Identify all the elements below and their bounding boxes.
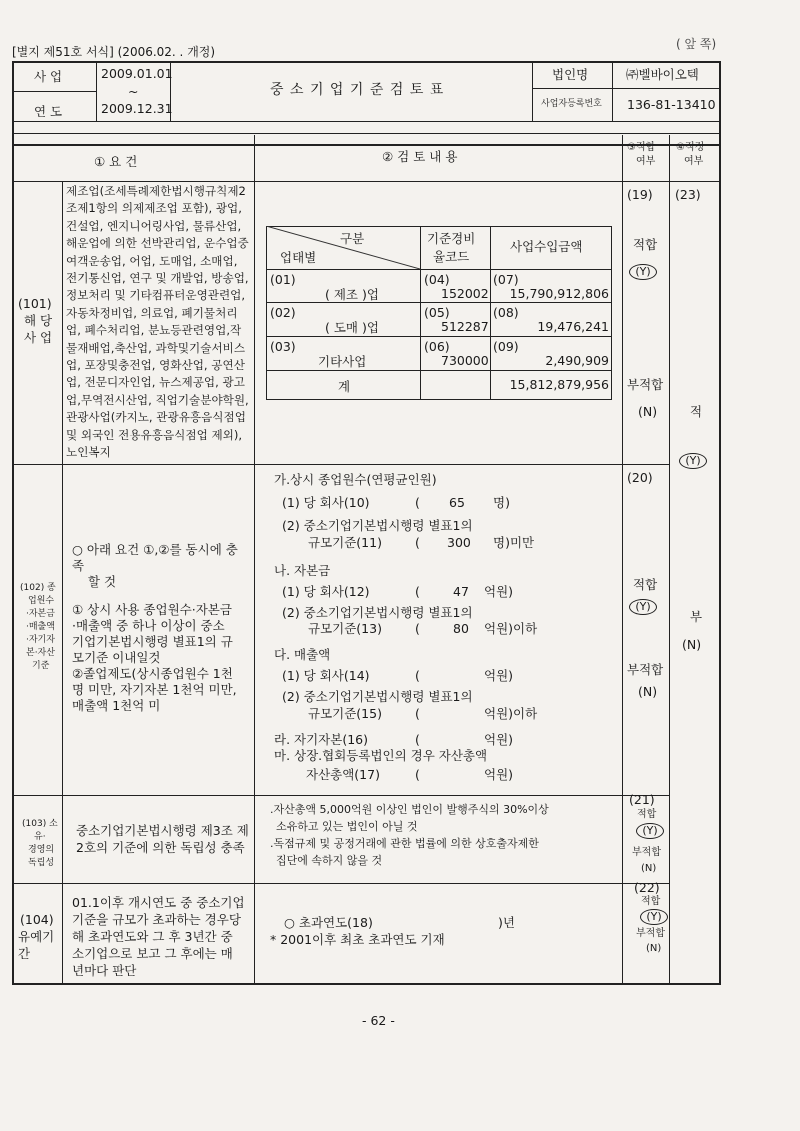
sales-standard-unit: 억원)이하	[484, 706, 538, 721]
row102-label-4: ·매출액	[26, 622, 55, 632]
row103-req-line-2: 2호의 기준에 의한 독립성 충족	[76, 840, 245, 855]
table-row2-amount-no: (08)	[493, 305, 519, 320]
row104-unfit-label: 부적합	[636, 928, 665, 939]
row102-label-3: ·자본금	[26, 609, 55, 619]
row103-label-4: 독립성	[28, 858, 55, 868]
capital-standard-b: 규모기준(13)	[308, 621, 382, 636]
business-year-label-2: 연 도	[34, 104, 63, 119]
capital-standard-unit: 억원)이하	[484, 621, 538, 636]
table-header-upte: 업태별	[280, 250, 317, 265]
excess-year: ○ 초과연도(18)	[284, 915, 373, 930]
row103-label-1: (103) 소	[22, 819, 58, 829]
column-header-proper: ④적정	[676, 142, 705, 153]
row104-fit-y-circled[interactable]: (Y)	[640, 909, 668, 925]
table-row1-amount-no: (07)	[493, 272, 519, 287]
row101-fit-y-circled[interactable]: (Y)	[629, 264, 657, 280]
form-label: [별지 제51호 서식] (2006.02. . 개정)	[12, 45, 216, 59]
row101-label-1: (101)	[18, 296, 52, 311]
assets-heading: 마. 상장.협회등록법인의 경우 자산총액	[274, 748, 488, 763]
capital-company-value: 47	[453, 584, 469, 599]
table-row3-code-no: (06)	[424, 339, 450, 354]
row102-req-line-6: ·매출액 중 하나 이상이 중소	[72, 618, 225, 633]
row102-req-line-9: ②졸업제도(상시종업원수 1천	[72, 666, 233, 681]
table-row1-code-no: (04)	[424, 272, 450, 287]
paren-7: (	[415, 732, 420, 747]
row102-label-6: 본·자산	[26, 648, 55, 658]
capital-company: (1) 당 회사(12)	[282, 584, 370, 599]
column-header-fit-2: 여부	[636, 156, 656, 167]
row102-req-line-5: ① 상시 사용 종업원수·자본금	[72, 602, 232, 617]
row104-req-line-4: 소기업으로 보고 그 후에는 매	[72, 946, 233, 961]
row102-req-line-1: ○ 아래 요건 ①,②를 동시에 충	[72, 542, 238, 557]
employees-standard-unit: 명)미만	[493, 535, 535, 550]
row103-fit-yes-label: 적합	[637, 809, 657, 820]
table-row3-name: 기타사업	[318, 354, 367, 369]
table-row1-no: (01)	[270, 272, 296, 287]
equity-heading: 라. 자기자본(16)	[274, 732, 368, 747]
row104-label-1: (104)	[20, 912, 54, 927]
period-start-date: 2009.01.01	[101, 66, 173, 81]
row104-fit-no: (22)	[634, 880, 660, 895]
row102-req-line-11: 매출액 1천억 미	[72, 698, 161, 713]
corp-name-label: 법인명	[552, 67, 589, 82]
row104-label-3: 간	[18, 946, 31, 961]
row103-req-line-1: 중소기업기본법시행령 제3조 제	[76, 823, 249, 838]
table-header-code-1: 기준경비	[427, 231, 476, 246]
table-total-amount: 15,812,879,956	[509, 377, 609, 392]
table-row3-no: (03)	[270, 339, 296, 354]
row101-fit-no: (19)	[627, 187, 653, 202]
sales-heading: 다. 매출액	[274, 647, 331, 662]
employees-standard-b: 규모기준(11)	[308, 535, 382, 550]
sales-standard-a: (2) 중소기업기본법시행령 별표1의	[282, 689, 473, 704]
row103-fit-y-circled[interactable]: (Y)	[636, 823, 664, 839]
table-header-amount: 사업수입금액	[510, 239, 583, 254]
business-reg-number: 136-81-13410	[627, 97, 716, 112]
sales-company-unit: 억원)	[484, 668, 514, 683]
equity-unit: 억원)	[484, 732, 514, 747]
table-row2-code-no: (05)	[424, 305, 450, 320]
row104-req-line-1: 01.1이후 개시연도 중 중소기업	[72, 895, 245, 910]
paren-5: (	[415, 668, 420, 683]
proper-n[interactable]: (N)	[682, 637, 702, 652]
table-header-gubun: 구분	[340, 231, 365, 246]
paren-2: (	[415, 535, 420, 550]
row102-unfit-label: 부적합	[627, 662, 664, 677]
sales-company: (1) 당 회사(14)	[282, 668, 370, 683]
row102-req-line-3: 할 것	[72, 574, 117, 589]
capital-company-unit: 억원)	[484, 584, 514, 599]
proper-word-2: 부	[690, 609, 703, 624]
column-header-requirement: ① 요 건	[94, 154, 138, 169]
row104-label-2: 유예기	[18, 929, 55, 944]
capital-standard-value: 80	[453, 621, 469, 636]
row104-fit-yes-label: 적합	[641, 896, 661, 907]
employees-company: (1) 당 회사(10)	[282, 495, 370, 510]
row103-content-1: .자산총액 5,000억원 이상인 법인이 발행주식의 30%이상	[270, 803, 549, 816]
row103-label-3: 경영의	[28, 845, 55, 855]
row102-label-1: (102) 종	[20, 583, 56, 593]
row102-req-line-7: 기업기본법시행령 별표1의 규	[72, 634, 233, 649]
table-row3-amount-no: (09)	[493, 339, 519, 354]
row102-fit-y-circled[interactable]: (Y)	[629, 599, 657, 615]
table-row3-amount: 2,490,909	[545, 353, 609, 368]
business-reg-label: 사업자등록번호	[541, 99, 602, 109]
row102-label-5: ·자기자	[26, 635, 55, 645]
form-title: 중 소 기 업 기 준 검 토 표	[270, 82, 445, 98]
row104-req-line-5: 년마다 판단	[72, 963, 137, 978]
column-header-proper-2: 여부	[684, 156, 704, 167]
proper-word-1: 적	[690, 404, 703, 419]
row103-fit-n[interactable]: (N)	[641, 863, 657, 874]
row104-req-line-2: 기준을 규모가 초과하는 경우당	[72, 912, 241, 927]
paren-1: (	[415, 495, 420, 510]
business-year-label: 사 업	[34, 69, 63, 84]
assets-total: 자산총액(17)	[306, 767, 380, 782]
row101-fit-n[interactable]: (N)	[638, 404, 658, 419]
table-row1-code: 152002	[441, 286, 489, 301]
row103-content-3: .독점규제 및 공정거래에 관한 법률에 의한 상호출자제한	[270, 837, 539, 850]
paren-4: (	[415, 621, 420, 636]
row102-label-2: 업원수	[28, 596, 55, 606]
corp-name-value: ㈜벨바이오텍	[626, 67, 699, 82]
column-header-review: ② 검 토 내 용	[382, 149, 458, 164]
table-row3-code: 730000	[441, 353, 489, 368]
row102-req-line-2: 족	[72, 558, 85, 573]
employees-heading: 가.상시 종업원수(연평균인원)	[274, 472, 437, 487]
row102-fit-n[interactable]: (N)	[638, 684, 658, 699]
paren-8: (	[415, 767, 420, 782]
table-row2-amount: 19,476,241	[537, 319, 609, 334]
row103-unfit-label: 부적합	[632, 847, 661, 858]
table-row2-code: 512287	[441, 319, 489, 334]
proper-no: (23)	[675, 187, 701, 202]
row101-label-2: 해 당	[24, 313, 53, 328]
proper-y-circled[interactable]: (Y)	[679, 453, 707, 469]
row101-fit-yes-label: 적합	[633, 237, 658, 252]
paren-6: (	[415, 706, 420, 721]
row101-unfit-label: 부적합	[627, 377, 664, 392]
period-separator: ~	[128, 84, 139, 99]
row102-req-line-10: 명 미만, 자기자본 1천억 미만,	[72, 682, 237, 697]
employees-company-unit: 명)	[493, 495, 510, 510]
table-row1-name: ( 제조 )업	[325, 287, 379, 302]
page-number: - 62 -	[362, 1013, 395, 1028]
excess-year-unit: )년	[498, 915, 515, 930]
sales-standard-b: 규모기준(15)	[308, 706, 382, 721]
table-total-label: 계	[338, 379, 351, 394]
row103-fit-no: (21)	[629, 792, 655, 807]
table-row2-name: ( 도매 )업	[325, 320, 379, 335]
capital-heading: 나. 자본금	[274, 563, 331, 578]
row102-fit-no: (20)	[627, 470, 653, 485]
row101-requirement-text: 제조업(조세특례제한법시행규칙제2조제1항의 의제제조업 포함), 광업, 건설업, 엔지니어링사업, 물류산업, 해운업에 의한 선박관리업, 운수업중 여객운송업, 어업, 도매업, 소매업, 전기통신업, 연구 및 개발업, 방송업, 정보처리 및 기타컴퓨터운영관련업, 자동차정비업, 의료업, 폐기물처리업, 폐수처리업, 분뇨등관련영업,작물재배업,축산업, 과학및기술서비스업, 포장및충전업, 영화산업, 공연산업, 전문디자인업, 뉴스제공업, 광고업,무역전시산업, 직업기술분야학원,관광사업(카지노, 관광유흥음식점업 및 외국인 전용유흥음식점업 제외), 노인복지	[66, 184, 249, 460]
row104-req-line-3: 해 초과연도와 그 후 3년간 중	[72, 929, 233, 944]
employees-standard-value: 300	[447, 535, 471, 550]
table-row1-amount: 15,790,912,806	[509, 286, 609, 301]
row103-content-2: 소유하고 있는 법인이 아닐 것	[276, 820, 418, 833]
row103-content-4: 집단에 속하지 않을 것	[276, 854, 383, 867]
period-end-date: 2009.12.31	[101, 101, 173, 116]
row102-req-line-8: 모기준 이내일것	[72, 650, 161, 665]
table-header-code-2: 율코드	[433, 249, 470, 264]
capital-standard-a: (2) 중소기업기본법시행령 별표1의	[282, 605, 473, 620]
employees-company-value: 65	[449, 495, 465, 510]
column-header-fit: ③적합	[627, 142, 656, 153]
row104-fit-n[interactable]: (N)	[646, 943, 662, 954]
paren-3: (	[415, 584, 420, 599]
row103-label-2: 유·	[34, 832, 46, 842]
front-page-label: ( 앞 쪽)	[676, 37, 717, 51]
row102-label-7: 기준	[32, 661, 50, 671]
employees-standard-a: (2) 중소기업기본법시행령 별표1의	[282, 518, 473, 533]
assets-total-unit: 억원)	[484, 767, 514, 782]
table-row2-no: (02)	[270, 305, 296, 320]
row102-fit-yes-label: 적합	[633, 577, 658, 592]
excess-year-note: * 2001이후 최초 초과연도 기재	[270, 932, 445, 947]
row101-label-3: 사 업	[24, 330, 53, 345]
